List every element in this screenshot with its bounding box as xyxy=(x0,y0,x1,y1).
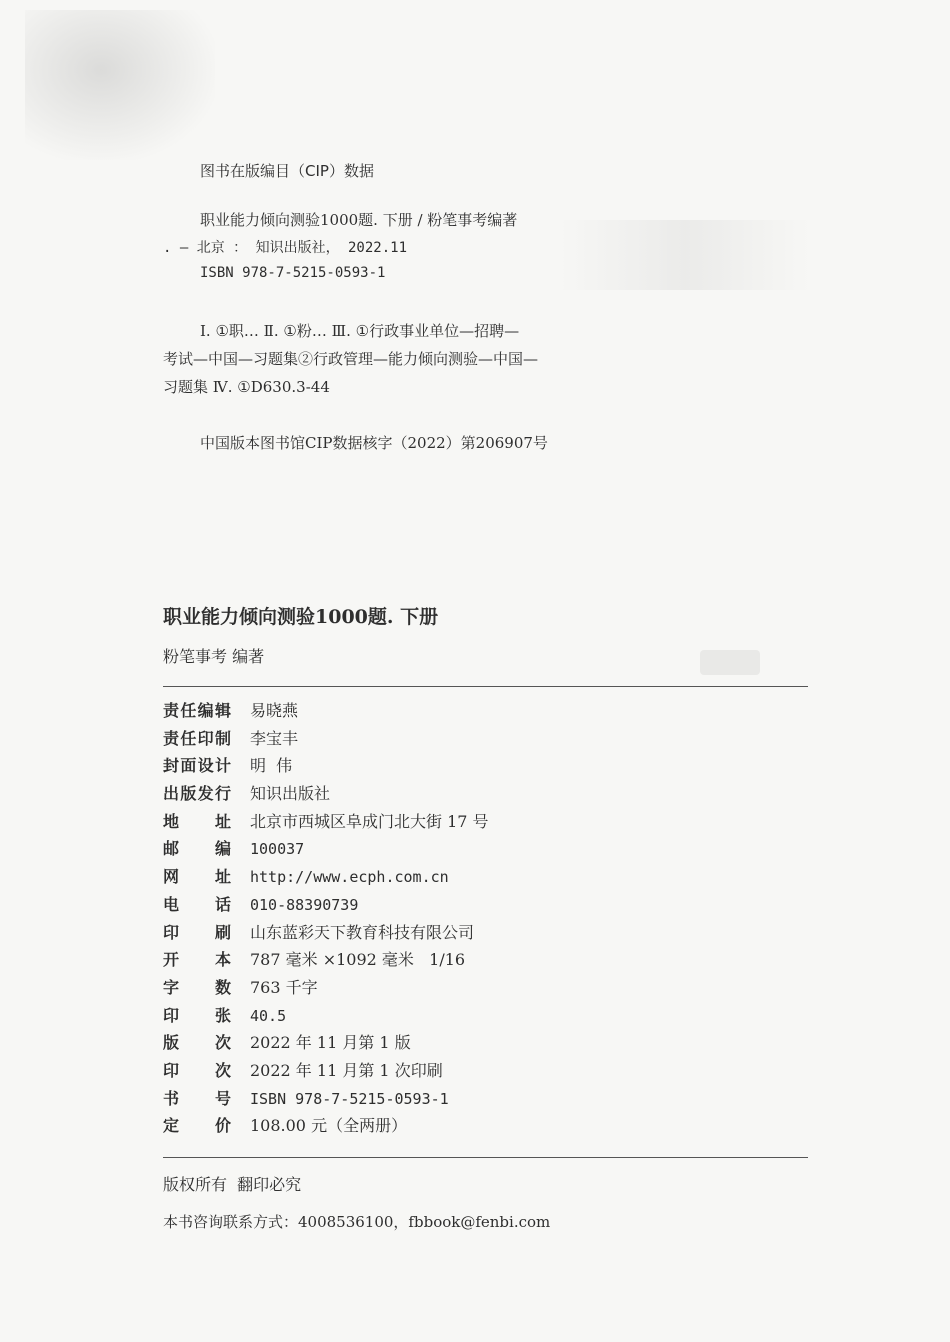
colophon-row-print-supervisor xyxy=(163,726,803,754)
row-value: 易晓燕 xyxy=(250,701,299,720)
row-value: 108.00 元（全两册） xyxy=(250,1116,408,1136)
colophon-row-publisher xyxy=(163,781,803,809)
colophon-row-word-count xyxy=(163,975,803,1003)
cip-subject-line-3: 习题集 Ⅳ. ①D630.3-44 xyxy=(163,378,330,396)
row-value: 40.5 xyxy=(250,1006,287,1025)
cip-subject-line-1: Ⅰ. ①职… Ⅱ. ①粉… Ⅲ. ①行政事业单位—招聘— xyxy=(200,322,520,340)
colophon-row-cover-design xyxy=(163,753,803,781)
scan-mark xyxy=(700,650,760,675)
colophon-row-postcode xyxy=(163,836,803,864)
cip-title-line: 职业能力倾向测验1000题. 下册 / 粉笔事考编著 xyxy=(200,211,518,229)
cip-publisher-line: . — 北京 ： 知识出版社， 2022.11 xyxy=(163,240,408,256)
row-value: http://www.ecph.com.cn xyxy=(250,868,449,887)
row-value: 知识出版社 xyxy=(250,784,331,804)
row-value: 100037 xyxy=(250,840,305,859)
row-value: 787 毫米 ×1092 毫米 1/16 xyxy=(250,950,466,970)
row-value: 2022 年 11 月第 1 版 xyxy=(250,1033,411,1053)
row-label: 地 址 xyxy=(163,811,231,831)
row-label: 邮 编 xyxy=(163,839,231,859)
row-label: 开 本 xyxy=(163,950,231,970)
colophon-row-printing xyxy=(163,1058,803,1086)
cip-heading: 图书在版编目（CIP）数据 xyxy=(200,162,374,180)
colophon-row-printer xyxy=(163,920,803,948)
cip-isbn-line: ISBN 978-7-5215-0593-1 xyxy=(200,265,386,281)
row-value: 明 伟 xyxy=(250,756,293,776)
row-value: 763 千字 xyxy=(250,977,318,997)
row-value: 李宝丰 xyxy=(250,728,299,748)
copyright-notice: 版权所有 翻印必究 xyxy=(163,1175,302,1194)
colophon-row-website xyxy=(163,864,803,892)
divider-bottom xyxy=(163,1157,808,1158)
colophon-row-sheets xyxy=(163,1003,803,1031)
colophon-list xyxy=(163,698,803,1141)
colophon-row-format xyxy=(163,947,803,975)
row-value: 010-88390739 xyxy=(250,895,359,914)
row-label: 印 张 xyxy=(163,1005,231,1025)
row-value: 2022 年 11 月第 1 次印刷 xyxy=(250,1060,443,1080)
row-label: 印 次 xyxy=(163,1060,231,1080)
row-label: 责任印制 xyxy=(163,728,231,748)
book-title: 职业能力倾向测验1000题. 下册 xyxy=(163,606,439,628)
row-label: 出版发行 xyxy=(163,784,231,804)
row-value: 北京市西城区阜成门北大街 17 号 xyxy=(250,811,489,831)
cip-subject-line-2: 考试—中国—习题集②行政管理—能力倾向测验—中国— xyxy=(163,350,539,368)
colophon-row-isbn xyxy=(163,1086,803,1114)
row-label: 责任编辑 xyxy=(163,701,231,720)
row-label: 网 址 xyxy=(163,867,231,887)
scan-smudge xyxy=(25,10,215,160)
colophon-row-editor xyxy=(163,698,803,726)
cip-record-number: 中国版本图书馆CIP数据核字（2022）第206907号 xyxy=(200,434,548,452)
contact-info: 本书咨询联系方式：4008536100，fbbook@fenbi.com xyxy=(163,1213,551,1231)
row-value: 山东蓝彩天下教育科技有限公司 xyxy=(250,922,475,942)
colophon-row-phone xyxy=(163,892,803,920)
colophon-row-price xyxy=(163,1113,803,1141)
row-label: 书 号 xyxy=(163,1088,231,1108)
colophon-row-address xyxy=(163,809,803,837)
row-label: 定 价 xyxy=(163,1116,231,1136)
row-label: 电 话 xyxy=(163,894,231,914)
row-label: 字 数 xyxy=(163,977,231,997)
divider-top xyxy=(163,686,808,687)
row-label: 版 次 xyxy=(163,1033,231,1053)
book-author: 粉笔事考 编著 xyxy=(163,647,265,666)
row-label: 印 刷 xyxy=(163,922,231,942)
row-value: ISBN 978-7-5215-0593-1 xyxy=(250,1089,449,1108)
colophon-row-edition xyxy=(163,1030,803,1058)
show-through-text xyxy=(560,220,810,290)
row-label: 封面设计 xyxy=(163,756,231,776)
